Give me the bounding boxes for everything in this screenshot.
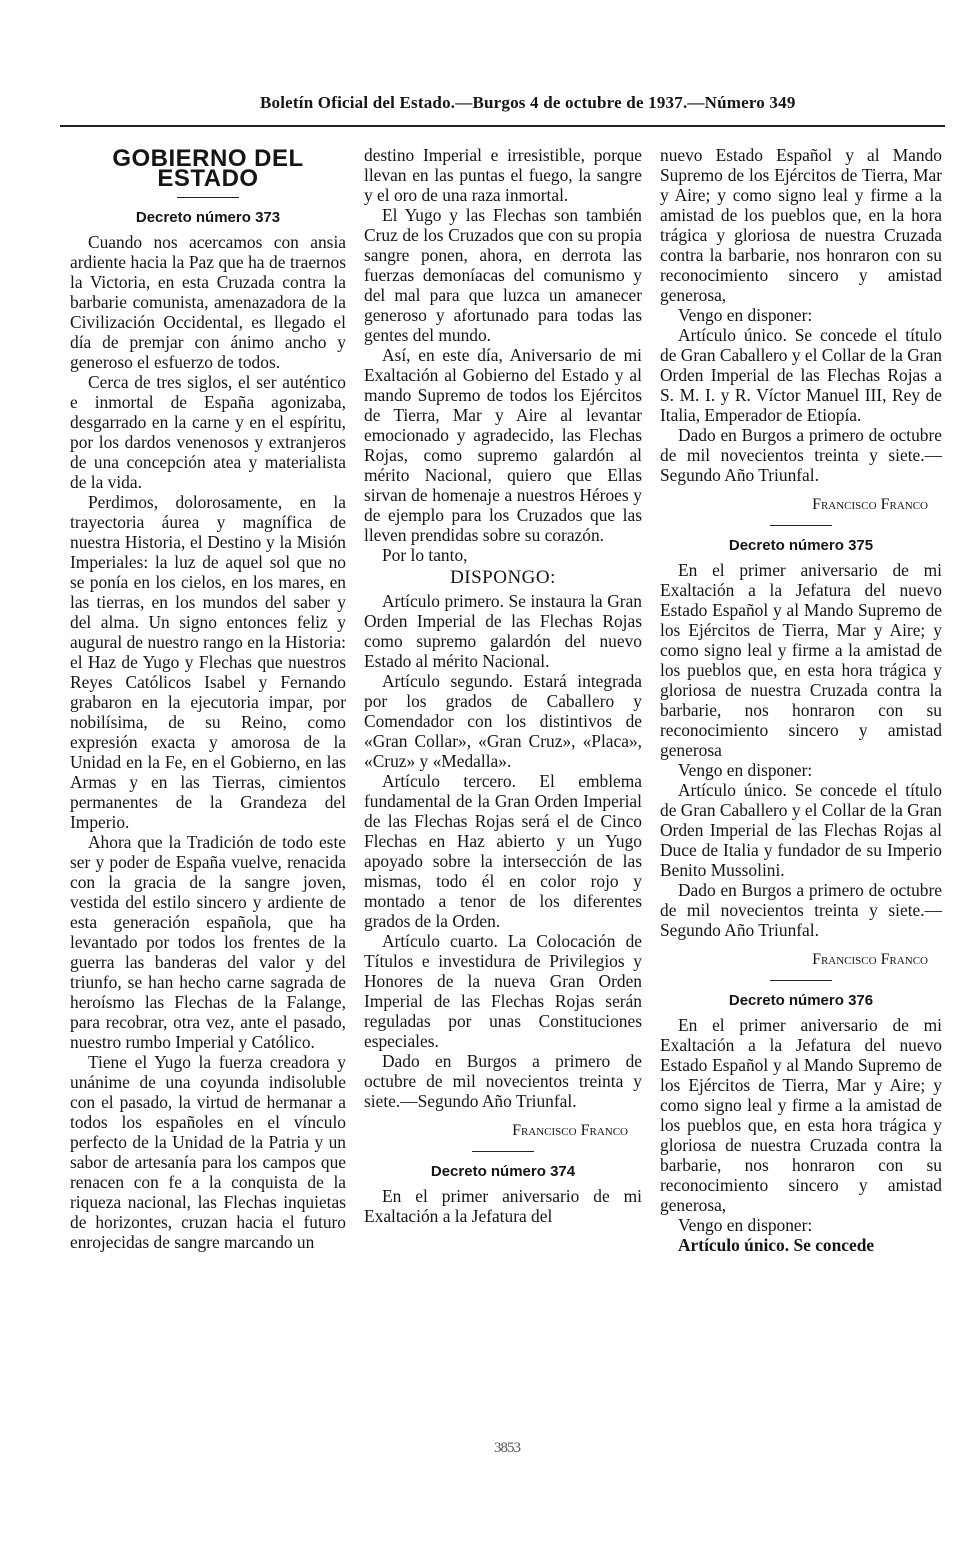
page-header [60,93,940,121]
decree-374-article: Artículo único. Se concede el título de Gran Caballero y el Collar de la Gran Orden Imperial de las Flechas Rojas a S. M. I. y R. Víctor Manuel III, Rey de Italia, Emperador de Etiopía. [660,325,943,425]
decree-374-paragraph: nuevo Estado Español y al Mando Supremo de los Ejércitos de Tierra, Mar y Aire; y como signo leal y firme a la amistad de los pueblos que, en la hora trágica y gloriosa de nuestra Cruzada contra la barbarie, nos honraron con su reconocimiento sincero y amistad generosa, [660,145,942,305]
decree-373-article: Artículo primero. Se instaura la Gran Orden Imperial de las Flechas Rojas como supremo galardón del nuevo Estado al mérito Nacional. [364,591,642,671]
signature: Francisco Franco [812,496,928,513]
decree-376-title: Decreto número 376 [728,992,874,1009]
divider [177,197,239,198]
decree-373-paragraph: Así, en este día, Aniversario de mi Exaltación al Gobierno del Estado y al mando Supremo de todos los Ejércitos de Tierra, Mar y Aire al levantar emocionado y agradecido, las Flechas Rojas, como supremo galardón al mérito Nacional, quiero que Ellas sirvan de homenaje a nuestros Héroes y de ejemplo para los Cruzados que las lleven prendidas sobre su corazón. [364,345,642,545]
page-mark: 3853 [494,1440,520,1456]
decree-373-paragraph: destino Imperial e irresistible, porque llevan en las puntas el fuego, la sangre y el oro de una raza inmortal. [364,145,642,205]
decree-375-dado: Dado en Burgos a primero de octubre de mil novecientos treinta y siete.—Segundo Año Triunfal. [660,880,942,940]
column-2 [364,145,642,1226]
decree-373-paragraph: Perdimos, dolorosamente, en la trayectoria áurea y magnífica de nuestra Historia, el Destino y la Misión Imperiales: la luz de aquel sol que no se ponía en los cielos, en los mares, en las tierras, en los mundos del saber y del alma. Un signo entonces feliz y augural de nuestro rango en la Historia: el Haz de Yugo y Flechas que nuestros Reyes Católicos Isabel y Fernando grabaron en la ejecutoria impar, por nobilísima, de su Reino, como expresión exacta y amorosa de la Unidad en la Fe, en el Gobierno, en las Armas y en las Tierras, cimientos permanentes de la Grandeza del Imperio. [70,492,346,832]
decree-374-title: Decreto número 374 [430,1163,576,1180]
signature: Francisco Franco [812,951,928,968]
decree-373-title: Decreto número 373 [135,209,281,226]
decree-373-paragraph: Por lo tanto, [382,545,468,565]
decree-376-paragraph: Vengo en disponer: [678,1215,813,1235]
column-1 [70,145,346,1252]
decree-375-paragraph: En el primer aniversario de mi Exaltación a la Jefatura del nuevo Estado Español y al Mando Supremo de los Ejércitos de Tierra, Mar y Aire; y como signo leal y firme a la amistad de los pueblos que, en esta hora trágica y gloriosa de nuestra Cruzada contra la barbarie, nos honraron con su reconocimiento sincero y amistad generosa [660,560,942,760]
decree-373-dado: Dado en Burgos a primero de octubre de mil novecientos treinta y siete.—Segundo Año Triunfal. [364,1051,642,1111]
decree-373-paragraph: Tiene el Yugo la fuerza creadora y unánime de una coyunda indisoluble con el pasado, la virtud de hermanar a todos los españoles en el vínculo perfecto de la Unidad de la Patria y un sabor de artesanía para los campos que renacen con fe a la conquista de la riqueza nacional, las Flechas inquietas de horizontes, cruzan hacia el futuro enrojecidas de sangre marcando un [70,1052,346,1252]
decree-375-title: Decreto número 375 [728,537,874,554]
decree-373-article: Artículo tercero. El emblema fundamental de la Gran Orden Imperial de las Flechas Rojas será el de Cinco Flechas en Haz abierto y un Yugo apoyado sobre la intersección de las mismas, todo él en color rojo y montado a tenor de los diferentes grados de la Orden. [364,771,642,931]
decree-373-paragraph: El Yugo y las Flechas son también Cruz de los Cruzados que con su propia sangre ponen, ahora, en derrota las fuerzas demoníacas del comunismo y del mal para que luzca un amanecer generoso y afortunado para todas las gentes del mundo. [364,205,642,345]
decree-376-article: Artículo único. Se concede [678,1235,875,1255]
decree-374-paragraph: En el primer aniversario de mi Exaltación a la Jefatura del [364,1186,642,1226]
decree-376-paragraph: En el primer aniversario de mi Exaltación a la Jefatura del nuevo Estado Español y al Mando Supremo de los Ejércitos de Tierra, Mar y Aire; y como signo leal y firme a la amistad de los pueblos que, en esta hora trágica y gloriosa de nuestra Cruzada contra la barbarie, nos honraron con su reconocimiento sincero y amistad generosa, [660,1015,942,1215]
column-3 [660,145,942,1255]
signature: Francisco Franco [512,1122,628,1139]
decree-373-article: Artículo cuarto. La Colocación de Títulos e investidura de Privilegios y Honores de la nueva Gran Orden Imperial de las Flechas Rojas serán reguladas por unas Constituciones especiales. [364,931,642,1051]
decree-375-paragraph: Vengo en disponer: [678,760,813,780]
decree-374-dado: Dado en Burgos a primero de octubre de mil novecientos treinta y siete.—Segundo Año Triunfal. [660,425,942,485]
divider [770,525,832,526]
decree-373-paragraph: Cuando nos acercamos con ansia ardiente hacia la Paz que ha de traernos la Victoria, en esta Cruzada contra la barbarie comunista, amenazadora de la Civilización Occidental, es llegado el día de premjar con ánimo ancho y generoso el esfuerzo de todos. [70,232,346,372]
header-rule [60,125,945,127]
dispongo-heading: DISPONGO: [450,567,556,588]
divider [770,980,832,981]
decree-373-paragraph: Ahora que la Tradición de todo este ser y poder de España vuelve, renacida con la gracia de la sangre joven, vestida del estilo sincero y ardiente de esta generación española, que ha levantado por todos los frentes de la guerra las banderas del valor y del triunfo, se han hecho carne sagrada de heroísmo las Flechas de la Falange, para recobrar, otra vez, ante el pasado, nuestro rumbo Imperial y Católico. [70,832,346,1052]
decree-375-article: Artículo único. Se concede el título de Gran Caballero y el Collar de la Gran Orden Imperial de las Flechas Rojas al Duce de Italia y fundador de su Imperio Benito Mussolini. [660,780,943,880]
decree-374-paragraph: Vengo en disponer: [678,305,813,325]
decree-373-article: Artículo segundo. Estará integrada por los grados de Caballero y Comendador con los distintivos de «Gran Collar», «Gran Cruz», «Placa», «Cruz» y «Medalla». [364,671,642,771]
decree-373-paragraph: Cerca de tres siglos, el ser auténtico e inmortal de España agonizaba, desgarrado en la carne y en el espíritu, por los dardos venenosos y extranjeros de una concepción atea y materialista de la vida. [70,372,346,492]
header-text: Boletín Oficial del Estado.—Burgos 4 de octubre de 1937.—Número 349 [260,93,796,112]
section-title: GOBIERNO DEL ESTADO [112,145,304,192]
divider [472,1151,534,1152]
